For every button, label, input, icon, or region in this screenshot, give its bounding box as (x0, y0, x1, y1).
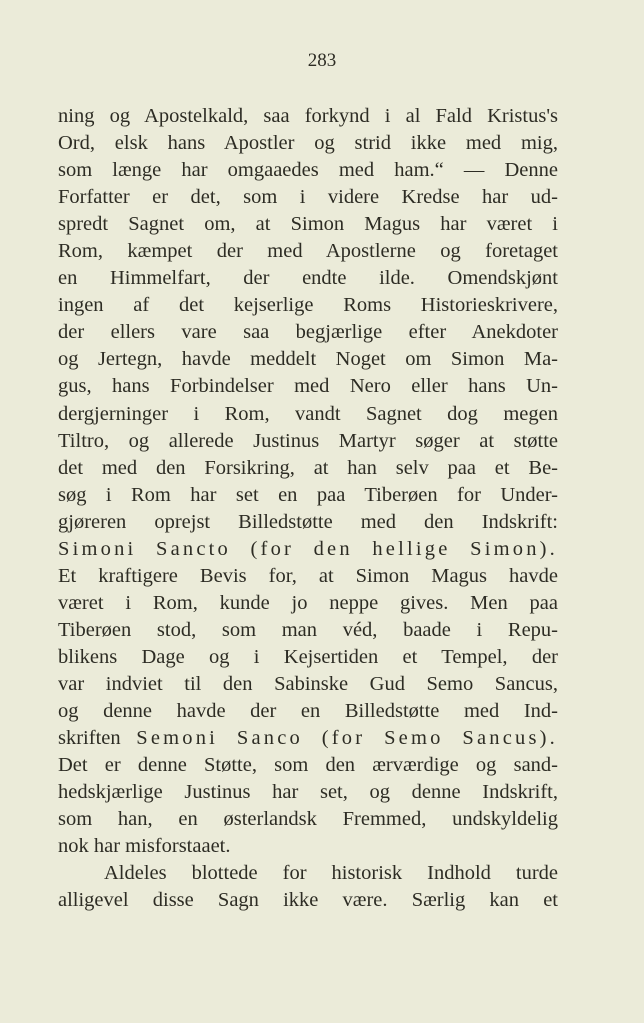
inscription-segment: Semoni Sanco (for Semo Sancus). (136, 727, 558, 750)
text-line: Ord, elsk hans Apostler og strid ikke med mig, (58, 132, 558, 155)
text-segment: skriften (58, 727, 121, 750)
text-line: blikens Dage og i Kejsertiden et Tempel, der (58, 645, 558, 668)
text-line: og denne havde der en Billedstøtte med Ind- (58, 700, 558, 723)
text-line: dergjerninger i Rom, vandt Sagnet dog megen (58, 402, 558, 425)
text-line: Tiberøen stod, som man véd, baade i Repu- (58, 618, 558, 641)
text-line: ingen af det kejserlige Roms Historieskrivere, (58, 294, 558, 317)
text-line: det med den Forsikring, at han selv paa et Be- (58, 456, 558, 479)
text-line: Et kraftigere Bevis for, at Simon Magus havde (58, 564, 558, 587)
text-line: der ellers vare saa begjærlige efter Anekdoter (58, 321, 558, 344)
text-line: og Jertegn, havde meddelt Noget om Simon Ma- (58, 348, 558, 371)
text-line: ning og Apostelkald, saa forkynd i al Fald Kristus's (58, 105, 558, 127)
text-line: gus, hans Forbindelser med Nero eller hans Un- (58, 375, 558, 398)
text-line: Det er denne Støtte, som den ærværdige og sand- (58, 754, 558, 777)
text-line: alligevel disse Sagn ikke være. Særlig kan et (58, 889, 558, 912)
text-line: Aldeles blottede for historisk Indhold turde (104, 862, 558, 885)
text-line: en Himmelfart, der endte ilde. Omendskjønt (58, 267, 558, 290)
page-number: 283 (307, 50, 337, 71)
text-line: Tiltro, og allerede Justinus Martyr søger at støtte (58, 429, 558, 452)
text-line: som længe har omgaaedes med ham.“ — Denne (58, 159, 558, 182)
text-line: søg i Rom har set en paa Tiberøen for Under- (58, 483, 558, 506)
text-line: Forfatter er det, som i videre Kredse har ud- (58, 186, 558, 209)
text-line: spredt Sagnet om, at Simon Magus har været i (58, 213, 558, 236)
text-line: Rom, kæmpet der med Apostlerne og foretaget (58, 240, 558, 263)
text-line: gjøreren oprejst Billedstøtte med den Indskrift: (58, 510, 558, 533)
text-line (58, 725, 558, 752)
text-line: hedskjærlige Justinus har set, og denne Indskrift, (58, 781, 558, 804)
body-text (58, 103, 558, 914)
text-line: var indviet til den Sabinske Gud Semo Sancus, (58, 672, 558, 695)
inscription-line: Simoni Sancto (for den hellige Simon). (58, 537, 558, 560)
text-line: nok har misforstaaet. (58, 835, 231, 858)
text-line: været i Rom, kunde jo neppe gives. Men paa (58, 591, 558, 614)
text-line: som han, en østerlandsk Fremmed, undskyldelig (58, 808, 558, 831)
